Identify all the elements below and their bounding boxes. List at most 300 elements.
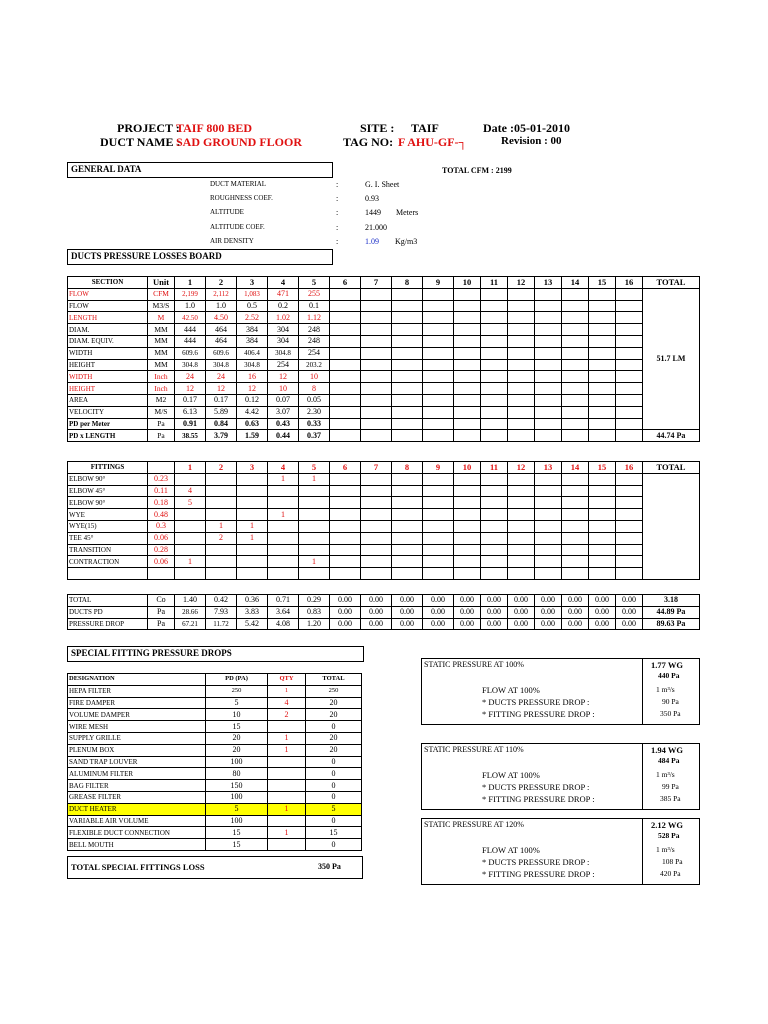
special-pd: 100 [206, 791, 268, 803]
losses-cell [589, 430, 616, 442]
special-name: GREASE FILTER [68, 791, 206, 803]
losses-cell [589, 288, 616, 300]
special-pd: 100 [206, 815, 268, 827]
losses-cell [508, 324, 535, 336]
static-divider [642, 819, 643, 884]
summary-cell: 0.00 [392, 606, 423, 618]
losses-row-label: WIDTH [68, 347, 148, 359]
special-row [68, 780, 362, 792]
fittings-cell [508, 520, 535, 532]
fittings-header-cell: 1 [175, 462, 206, 474]
losses-cell [423, 371, 454, 383]
losses-cell [616, 406, 643, 418]
special-header-row [68, 674, 362, 686]
losses-cell [508, 335, 535, 347]
summary-cell: 0.29 [299, 595, 330, 607]
summary-cell: 0.83 [299, 606, 330, 618]
general-row-label: DUCT MATERIAL [210, 180, 267, 188]
static-box [421, 743, 700, 810]
losses-cell [481, 312, 508, 324]
fittings-row-coef: 0.3 [148, 520, 175, 532]
losses-cell [508, 418, 535, 430]
fittings-cell: 5 [175, 497, 206, 509]
special-total-value: 350 Pa [318, 862, 341, 871]
fittings-blank-cell [237, 568, 268, 580]
fittings-cell [481, 473, 508, 485]
static-ducts-label: * DUCTS PRESSURE DROP : [482, 697, 590, 707]
losses-cell: 304.8 [206, 359, 237, 371]
losses-cell [562, 347, 589, 359]
fittings-cell [454, 556, 481, 568]
losses-cell [454, 288, 481, 300]
summary-total: 3.18 [643, 595, 700, 607]
losses-cell: 1.0 [175, 300, 206, 312]
losses-cell [392, 359, 423, 371]
losses-cell: 12 [175, 383, 206, 395]
losses-cell [616, 359, 643, 371]
losses-cell [589, 335, 616, 347]
losses-cell: 12 [237, 383, 268, 395]
special-qty: 1 [268, 803, 306, 815]
special-total: 5 [306, 803, 362, 815]
losses-cell [562, 394, 589, 406]
fittings-cell [237, 473, 268, 485]
losses-cell [330, 288, 361, 300]
fittings-header-cell: 11 [481, 462, 508, 474]
losses-cell [508, 300, 535, 312]
fittings-header-cell: 9 [423, 462, 454, 474]
losses-header-cell: 9 [423, 277, 454, 289]
losses-cell [481, 359, 508, 371]
losses-row-label: HEIGHT [68, 359, 148, 371]
fittings-cell: 4 [175, 485, 206, 497]
losses-cell: 406.4 [237, 347, 268, 359]
losses-cell [589, 300, 616, 312]
special-qty [268, 756, 306, 768]
fittings-cell [423, 544, 454, 556]
summary-cell: 0.00 [481, 606, 508, 618]
losses-cell [589, 371, 616, 383]
losses-cell [508, 406, 535, 418]
losses-cell [616, 430, 643, 442]
fittings-cell [454, 485, 481, 497]
losses-cell [330, 371, 361, 383]
fittings-blank-cell [589, 568, 616, 580]
losses-title-box [67, 249, 333, 265]
special-total: 0 [306, 768, 362, 780]
fittings-cell [330, 473, 361, 485]
losses-cell [330, 394, 361, 406]
summary-cell: 0.00 [454, 618, 481, 630]
fittings-cell [589, 509, 616, 521]
losses-row-unit: M [148, 312, 175, 324]
losses-length-total: 51.7 LM [656, 354, 686, 364]
fittings-row-label: TEE 45° [68, 532, 148, 544]
fittings-row-coef: 0.28 [148, 544, 175, 556]
special-total: 0 [306, 839, 362, 851]
fittings-cell [508, 532, 535, 544]
losses-cell [562, 383, 589, 395]
losses-cell [562, 312, 589, 324]
fittings-blank-row [68, 568, 700, 580]
special-name: BELL MOUTH [68, 839, 206, 851]
special-total: 0 [306, 756, 362, 768]
losses-cell: 1.12 [299, 312, 330, 324]
fittings-cell [508, 473, 535, 485]
losses-cell: 0.43 [268, 418, 299, 430]
fittings-cell [562, 509, 589, 521]
losses-cell [361, 359, 392, 371]
fittings-cell [392, 473, 423, 485]
special-name: VARIABLE AIR VOLUME [68, 815, 206, 827]
fittings-cell [616, 520, 643, 532]
fittings-row-label: WYE(15) [68, 520, 148, 532]
general-row-colon: : [336, 236, 339, 246]
special-pd: 250 [206, 685, 268, 697]
summary-cell: 7.93 [206, 606, 237, 618]
static-pa: 440 Pa [658, 671, 680, 680]
summary-cell: 3.83 [237, 606, 268, 618]
losses-row-unit: M3/S [148, 300, 175, 312]
fittings-blank-cell [68, 568, 148, 580]
losses-cell [589, 418, 616, 430]
losses-cell [454, 418, 481, 430]
losses-cell: 6.13 [175, 406, 206, 418]
fittings-cell [330, 497, 361, 509]
losses-cell [508, 383, 535, 395]
losses-cell: 0.33 [299, 418, 330, 430]
summary-cell: 0.00 [330, 606, 361, 618]
special-row [68, 744, 362, 756]
site-value: TAIF [411, 121, 439, 135]
losses-cell [508, 288, 535, 300]
fittings-cell [268, 485, 299, 497]
losses-title: DUCTS PRESSURE LOSSES BOARD [71, 251, 222, 261]
losses-cell [589, 394, 616, 406]
losses-cell [361, 394, 392, 406]
general-data-title: GENERAL DATA [71, 164, 142, 174]
summary-label: TOTAL [68, 595, 148, 607]
revision: Revision : 00 [501, 135, 562, 147]
special-name: DUCT HEATER [68, 803, 206, 815]
losses-cell: 0.05 [299, 394, 330, 406]
losses-row-unit: MM [148, 359, 175, 371]
losses-header-cell: 11 [481, 277, 508, 289]
losses-cell [562, 300, 589, 312]
fittings-cell [616, 497, 643, 509]
fittings-cell [423, 497, 454, 509]
losses-cell: 4.50 [206, 312, 237, 324]
summary-cell: 0.00 [535, 618, 562, 630]
losses-cell: 0.84 [206, 418, 237, 430]
losses-header-cell: 13 [535, 277, 562, 289]
special-qty: 4 [268, 697, 306, 709]
fittings-row-label: ELBOW 45° [68, 485, 148, 497]
general-row-label: ALTITUDE COEF. [210, 222, 265, 231]
special-header-cell: PD (PA) [206, 674, 268, 686]
losses-cell [330, 347, 361, 359]
losses-cell [589, 383, 616, 395]
general-data-box [67, 162, 333, 178]
fittings-row [68, 556, 700, 568]
fittings-blank-cell [392, 568, 423, 580]
special-qty [268, 721, 306, 733]
losses-cell: 304.8 [268, 347, 299, 359]
losses-header-cell: Unit [148, 277, 175, 289]
fittings-cell [535, 485, 562, 497]
losses-total-merged [643, 288, 700, 430]
losses-cell: 1.0 [206, 300, 237, 312]
static-flow: 1 m³/s [656, 685, 675, 694]
special-row [68, 756, 362, 768]
fittings-cell [481, 520, 508, 532]
special-row [68, 709, 362, 721]
losses-cell [454, 371, 481, 383]
fittings-blank-cell [508, 568, 535, 580]
losses-header-row [68, 277, 700, 289]
summary-cell: 5.42 [237, 618, 268, 630]
fittings-cell [589, 532, 616, 544]
losses-cell [589, 324, 616, 336]
special-total-label: TOTAL SPECIAL FITTINGS LOSS [71, 862, 205, 872]
summary-cell: 1.40 [175, 595, 206, 607]
losses-row [68, 406, 700, 418]
fittings-cell [206, 497, 237, 509]
fittings-cell [454, 497, 481, 509]
losses-cell [423, 430, 454, 442]
fittings-cell [589, 485, 616, 497]
special-row [68, 721, 362, 733]
losses-cell: 464 [206, 324, 237, 336]
summary-cell: 0.00 [454, 595, 481, 607]
losses-row [68, 394, 700, 406]
losses-row-unit: MM [148, 324, 175, 336]
special-qty [268, 791, 306, 803]
summary-cell: 0.00 [535, 606, 562, 618]
losses-cell [423, 406, 454, 418]
fittings-cell [423, 473, 454, 485]
losses-cell: 0.5 [237, 300, 268, 312]
summary-row [68, 606, 700, 618]
losses-cell [616, 288, 643, 300]
losses-cell: 8 [299, 383, 330, 395]
losses-cell [616, 394, 643, 406]
losses-cell [361, 371, 392, 383]
losses-header-cell: 4 [268, 277, 299, 289]
fittings-cell [299, 532, 330, 544]
fittings-cell [392, 532, 423, 544]
losses-row-label: WIDTH [68, 371, 148, 383]
special-pd: 150 [206, 780, 268, 792]
project-value: TAIF 800 BED [176, 121, 253, 135]
duct-name-label: DUCT NAME : [100, 135, 181, 149]
losses-cell [562, 288, 589, 300]
losses-row-unit: Inch [148, 371, 175, 383]
losses-row-label: DIAM. [68, 324, 148, 336]
losses-table [67, 276, 700, 442]
losses-cell [535, 371, 562, 383]
fittings-cell: 2 [206, 532, 237, 544]
fittings-header-cell: 6 [330, 462, 361, 474]
special-total: 15 [306, 827, 362, 839]
losses-cell [423, 288, 454, 300]
fittings-cell [361, 473, 392, 485]
fittings-cell [535, 520, 562, 532]
losses-cell [361, 430, 392, 442]
losses-cell [535, 383, 562, 395]
fittings-cell: 1 [268, 509, 299, 521]
losses-cell [392, 347, 423, 359]
losses-cell [330, 406, 361, 418]
losses-row [68, 359, 700, 371]
general-row-unit: Meters [396, 208, 419, 218]
losses-row-unit: Inch [148, 383, 175, 395]
losses-cell: 304.8 [237, 359, 268, 371]
losses-cell [330, 324, 361, 336]
summary-cell: 67.21 [175, 618, 206, 630]
fittings-cell [392, 485, 423, 497]
fittings-cell [508, 497, 535, 509]
general-row-unit: Kg/m3 [395, 236, 418, 246]
losses-cell [508, 347, 535, 359]
special-name: PLENUM BOX [68, 744, 206, 756]
losses-cell [562, 335, 589, 347]
fittings-cell [268, 544, 299, 556]
special-name: BAG FILTER [68, 780, 206, 792]
summary-cell: 11.72 [206, 618, 237, 630]
special-row [68, 791, 362, 803]
fittings-cell [392, 544, 423, 556]
losses-cell: 444 [175, 324, 206, 336]
losses-cell [423, 300, 454, 312]
fittings-header-cell: 4 [268, 462, 299, 474]
fittings-blank-cell [299, 568, 330, 580]
losses-cell: 304.8 [175, 359, 206, 371]
special-name: VOLUME DAMPER [68, 709, 206, 721]
fittings-row [68, 520, 700, 532]
losses-cell [508, 394, 535, 406]
losses-cell [423, 324, 454, 336]
special-header-cell: DESIGNATION [68, 674, 206, 686]
losses-cell: 10 [299, 371, 330, 383]
fittings-cell [481, 509, 508, 521]
losses-cell [392, 324, 423, 336]
losses-cell: 0.17 [206, 394, 237, 406]
special-pd: 15 [206, 839, 268, 851]
static-fit: 420 Pa [660, 869, 681, 878]
summary-cell: 0.00 [508, 595, 535, 607]
summary-cell: 0.00 [562, 606, 589, 618]
tag-label: TAG NO: [343, 135, 394, 149]
losses-cell: 12 [268, 371, 299, 383]
static-fit: 385 Pa [660, 794, 681, 803]
losses-row-label: HEIGHT [68, 383, 148, 395]
special-qty: 1 [268, 685, 306, 697]
fittings-cell [481, 485, 508, 497]
losses-cell: 0.44 [268, 430, 299, 442]
losses-cell: 0.63 [237, 418, 268, 430]
static-fit: 350 Pa [660, 709, 681, 718]
special-total: 0 [306, 815, 362, 827]
losses-cell [589, 347, 616, 359]
fittings-cell: 1 [237, 520, 268, 532]
fittings-header-cell: TOTAL [643, 462, 700, 474]
fittings-cell [481, 556, 508, 568]
losses-cell: 42.50 [175, 312, 206, 324]
losses-cell: 248 [299, 335, 330, 347]
losses-cell: 0.17 [175, 394, 206, 406]
fittings-cell [268, 497, 299, 509]
summary-cell: 0.00 [481, 595, 508, 607]
fittings-cell [508, 509, 535, 521]
special-row [68, 839, 362, 851]
fittings-cell [616, 544, 643, 556]
fittings-cell [508, 556, 535, 568]
static-ducts: 90 Pa [662, 697, 679, 706]
special-pd: 20 [206, 732, 268, 744]
losses-cell [562, 430, 589, 442]
fittings-blank-cell [148, 568, 175, 580]
losses-cell [589, 312, 616, 324]
losses-cell: 464 [206, 335, 237, 347]
losses-header-cell: TOTAL [643, 277, 700, 289]
fittings-cell [454, 544, 481, 556]
special-total: 20 [306, 697, 362, 709]
losses-cell: 1.59 [237, 430, 268, 442]
fittings-blank-cell [562, 568, 589, 580]
fittings-cell [330, 509, 361, 521]
summary-cell: 28.66 [175, 606, 206, 618]
fittings-cell [423, 556, 454, 568]
losses-cell: 444 [175, 335, 206, 347]
losses-cell [508, 371, 535, 383]
losses-cell: 254 [299, 347, 330, 359]
summary-cell: 0.00 [423, 618, 454, 630]
fittings-header-cell: 15 [589, 462, 616, 474]
summary-cell: 4.08 [268, 618, 299, 630]
losses-cell [361, 418, 392, 430]
losses-header-cell: 12 [508, 277, 535, 289]
fittings-cell [299, 485, 330, 497]
losses-cell: 0.37 [299, 430, 330, 442]
losses-cell [535, 394, 562, 406]
losses-cell: 384 [237, 324, 268, 336]
static-flow-label: FLOW AT 100% [482, 770, 540, 780]
fittings-cell [562, 544, 589, 556]
fittings-blank-cell [616, 568, 643, 580]
fittings-cell [330, 485, 361, 497]
summary-cell: 0.00 [616, 606, 643, 618]
special-total: 0 [306, 780, 362, 792]
fittings-cell [454, 473, 481, 485]
losses-header-cell: 1 [175, 277, 206, 289]
fittings-row-label: ELBOW 90° [68, 473, 148, 485]
losses-cell [454, 430, 481, 442]
fittings-cell [330, 544, 361, 556]
special-qty [268, 768, 306, 780]
losses-row [68, 300, 700, 312]
losses-row [68, 430, 700, 442]
summary-cell: 0.36 [237, 595, 268, 607]
static-flow: 1 m³/s [656, 770, 675, 779]
losses-cell [535, 312, 562, 324]
losses-cell [562, 418, 589, 430]
summary-cell: 0.00 [562, 618, 589, 630]
special-name: FLEXIBLE DUCT CONNECTION [68, 827, 206, 839]
fittings-cell [562, 556, 589, 568]
losses-cell [361, 312, 392, 324]
fittings-header-cell: 2 [206, 462, 237, 474]
